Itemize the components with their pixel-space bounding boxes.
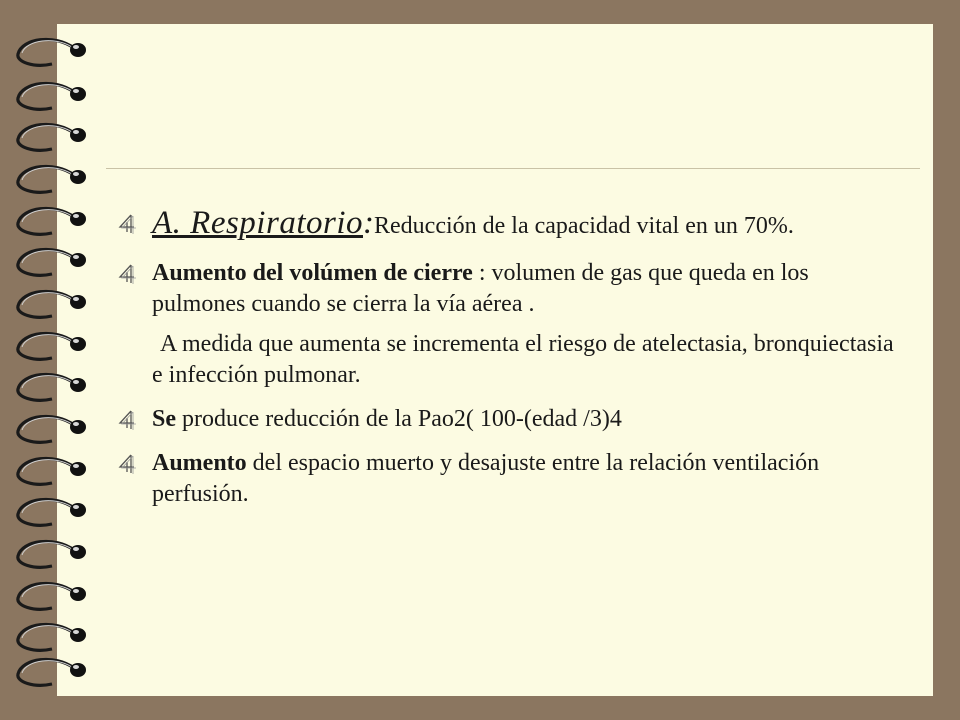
spiral-ring-icon [18,624,86,650]
spiral-ring-icon [18,208,86,234]
spiral-binding [0,0,110,720]
spiral-ring-icon [18,166,86,192]
heading-colon: : [363,205,374,241]
item-bold-text: Se [152,406,176,432]
list-item-continuation [116,329,906,391]
list-item [116,404,906,435]
spiral-ring-icon [18,583,86,609]
check-4-icon [118,264,140,284]
list-item [116,205,906,242]
item-bold-text: Aumento del volúmen de cierre [152,260,473,286]
item-text: A medida que aumenta se incrementa el riesgo de atelectasia, bronquiectasia e infección pulmonar. [152,331,894,388]
spiral-ring-icon [18,333,86,359]
spiral-ring-icon [18,39,86,65]
check-4-icon [118,214,140,234]
divider-rule [106,168,920,169]
spiral-ring-icon [18,416,86,442]
item-text: produce reducción de la Pao2( 100-(edad /3)4 [176,406,622,432]
spiral-ring-icon [18,659,86,685]
item-text: del espacio muerto y desajuste entre la relación ventilación perfusión. [152,450,820,507]
list-item [116,258,906,320]
spiral-ring-icon [18,499,86,525]
spiral-ring-icon [18,83,86,109]
item-text: Reducción de la capacidad vital en un 70%. [374,213,794,239]
check-4-icon [118,454,140,474]
spiral-ring-icon [18,249,86,275]
list-item [116,448,906,510]
item-bold-text: Aumento [152,450,247,476]
spiral-ring-icon [18,541,86,567]
spiral-ring-icon [18,291,86,317]
slide-content [116,205,906,523]
check-4-icon [118,410,140,430]
item-text: : volumen de gas que queda en los pulmones cuando se cierra la vía aérea . [152,260,809,317]
section-heading: A. Respiratorio [152,205,363,241]
spiral-ring-icon [18,374,86,400]
spiral-ring-icon [18,458,86,484]
spiral-ring-icon [18,124,86,150]
